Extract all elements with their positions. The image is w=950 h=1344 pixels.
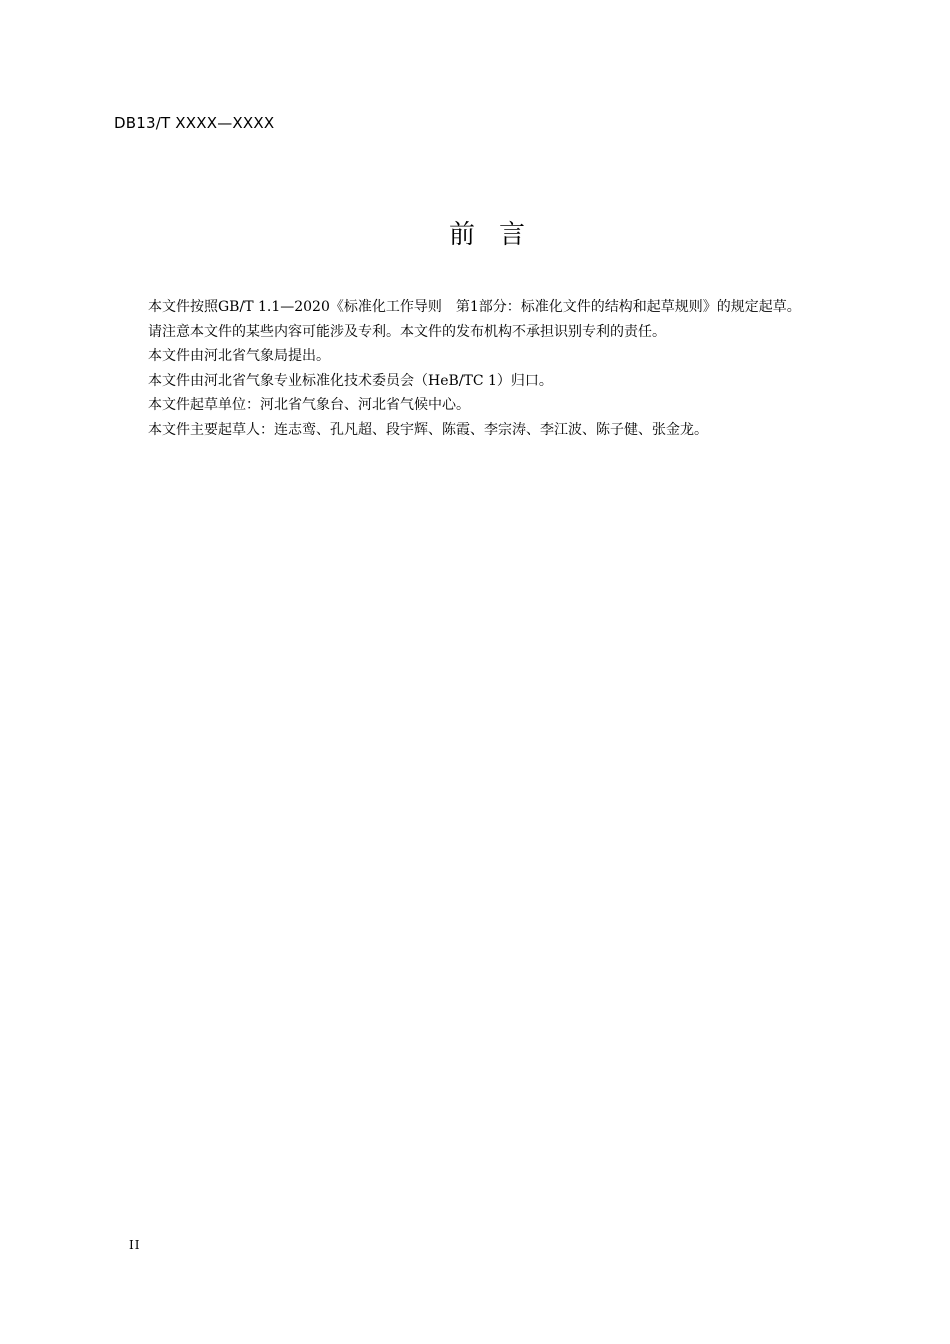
paragraph-proposer: 本文件由河北省气象局提出。 [148,348,330,364]
paragraph-technical-committee: 本文件由河北省气象专业标准化技术委员会（HeB/TC 1）归口。 [148,372,553,389]
paragraph-drafting-rules: 本文件按照GB/T 1.1—2020《标准化工作导则 第1部分：标准化文件的结构和起草规则》的规定起草。 [148,299,801,315]
preface-body [114,295,862,442]
document-code: DB13/T XXXX—XXXX [114,114,275,132]
paragraph-patent-notice: 请注意本文件的某些内容可能涉及专利。本文件的发布机构不承担识别专利的责任。 [148,323,666,340]
paragraph-drafting-units: 本文件起草单位：河北省气象台、河北省气候中心。 [148,397,470,413]
paragraph-drafters: 本文件主要起草人：连志鸾、孔凡超、段宇辉、陈霞、李宗涛、李江波、陈子健、张金龙。 [148,421,708,438]
page-title: 前言 [448,220,549,250]
page-number: II [129,1238,141,1252]
